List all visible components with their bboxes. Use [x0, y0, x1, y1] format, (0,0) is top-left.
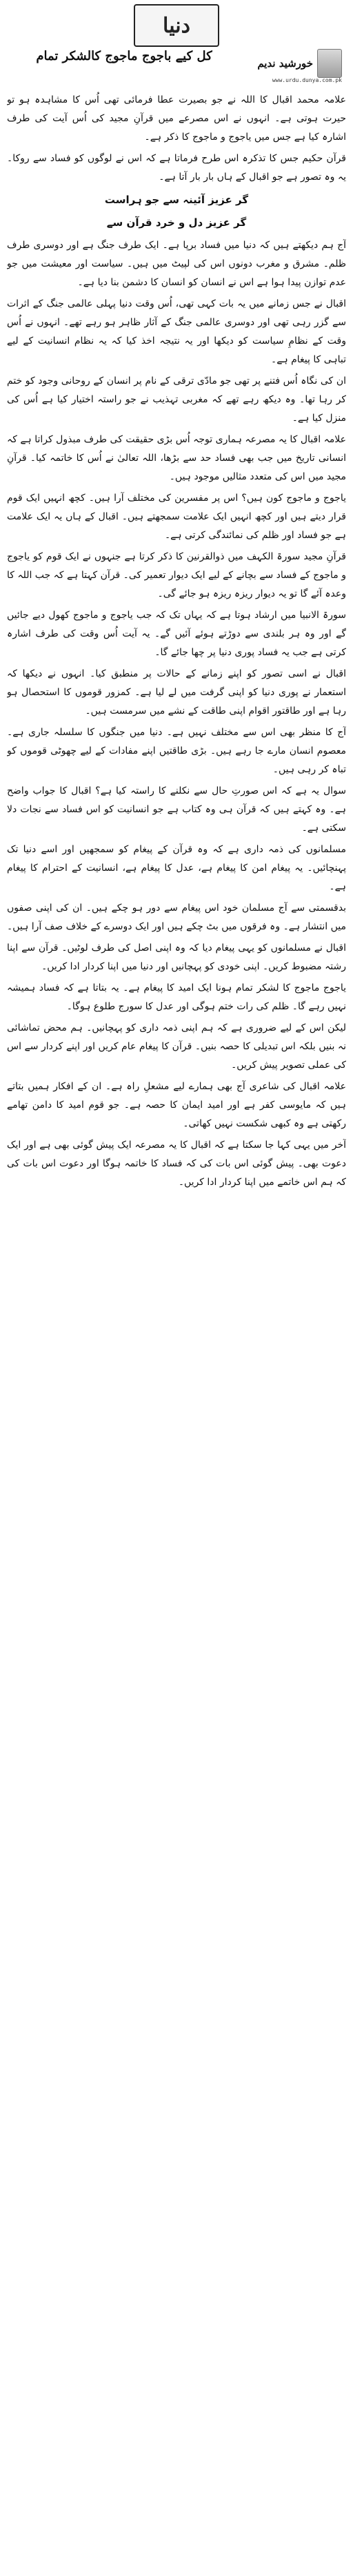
article-paragraph: مسلمانوں کی ذمہ داری ہے کہ وہ قرآن کے پیغام کو سمجھیں اور اسے دنیا تک پہنچائیں۔ یہ پیغام امن کا پیغام ہے، عدل کا پیغام ہے، انسانیت کے احترام کا پیغام ہے۔ — [7, 844, 346, 892]
article-paragraph: لیکن اس کے لیے ضروری ہے کہ ہم اپنی ذمہ داری کو پہچانیں۔ ہم محض تماشائی نہ بنیں بلکہ اس تبدیلی کا حصہ بنیں۔ قرآن کا پیغام عام کریں اور اپنے کردار سے اس کی عملی تصویر پیش کریں۔ — [7, 1022, 346, 1071]
article-paragraph: یاجوج ماجوج کا لشکر تمام ہونا ایک امید کا پیغام ہے۔ یہ بتاتا ہے کہ فساد ہمیشہ نہیں رہے گا۔ ظلم کی رات ختم ہوگی اور عدل کا سورج طلوع ہوگا۔ — [7, 982, 346, 1012]
article-paragraph: علامہ اقبال کا یہ مصرعہ ہماری توجہ اُس بڑی حقیقت کی طرف مبذول کراتا ہے کہ انسانی تاریخ میں جب بھی فساد حد سے بڑھا، اللہ تعالیٰ نے اُس کا خاتمہ کیا۔ قرآنِ مجید میں اس کی متعدد مثالیں موجود ہیں۔ — [7, 434, 346, 482]
article-body — [7, 91, 346, 2571]
masthead — [7, 0, 346, 83]
article-paragraph: قرآنِ مجید سورۃ الکہف میں ذوالقرنین کا ذکر کرتا ہے جنہوں نے ایک قوم کو یاجوج و ماجوج کے فساد سے بچانے کے لیے ایک دیوار تعمیر کی۔ قرآن کہتا ہے کہ جب اللہ کا وعدہ آئے گا تو یہ دیوار ریزہ ریزہ ہو جائے گی۔ — [7, 551, 346, 599]
article-paragraph: سوال یہ ہے کہ اس صورتِ حال سے نکلنے کا راستہ کیا ہے؟ اقبال کا جواب واضح ہے۔ وہ کہتے ہیں کہ قرآن ہی وہ کتاب ہے جو انسانیت کو اس فساد سے نجات دلا سکتی ہے۔ — [7, 785, 346, 834]
newspaper-logo — [134, 4, 219, 47]
author-photo — [317, 49, 342, 78]
article-paragraph: علامہ محمد اقبال کا اللہ نے جو بصیرت عطا فرمائی تھی اُس کا مشاہدہ ہو تو حیرت ہوتی ہے۔ انہوں نے اس مصرعے میں قرآنِ مجید کی اُس آیت کی طرف اشارہ کیا ہے جس میں یاجوج و ماجوج کا ذکر ہے۔ — [7, 94, 346, 143]
article-paragraph: آج کا منظر بھی اس سے مختلف نہیں ہے۔ دنیا میں جنگوں کا سلسلہ جاری ہے۔ معصوم انسان مارے جا رہے ہیں۔ بڑی طاقتیں اپنے مفادات کے لیے چھوٹی قوموں کو تباہ کر رہی ہیں۔ — [7, 727, 346, 775]
author-website: www.urdu.dunya.com.pk — [272, 77, 342, 83]
author-name: خورشید ندیم — [257, 57, 313, 70]
article-paragraph: اقبال نے مسلمانوں کو یہی پیغام دیا کہ وہ اپنی اصل کی طرف لوٹیں۔ قرآن سے اپنا رشتہ مضبوط کریں۔ اپنی خودی کو پہچانیں اور دنیا میں اپنا کردار ادا کریں۔ — [7, 942, 346, 972]
article-paragraph: اقبال نے جس زمانے میں یہ بات کہی تھی، اُس وقت دنیا پہلی عالمی جنگ کے اثرات سے گزر رہی تھی اور دوسری عالمی جنگ کے آثار ظاہر ہو رہے تھے۔ انہوں نے اُس وقت کے نظامِ سیاست کو دیکھا اور یہ نتیجہ اخذ کیا کہ یہ نظام انسانیت کے لیے تباہی کا پیغام ہے۔ — [7, 298, 346, 365]
article-paragraph: آج ہم دیکھتے ہیں کہ دنیا میں فساد برپا ہے۔ ایک طرف جنگ ہے اور دوسری طرف ظلم۔ مشرق و مغرب دونوں اس کی لپیٹ میں ہیں۔ سیاست اور معیشت میں جو عدم توازن پیدا ہوا ہے اس نے انسان کو انسان کا دشمن بنا دیا ہے۔ — [7, 240, 346, 288]
article-paragraph: آخر میں یہی کہا جا سکتا ہے کہ اقبال کا یہ مصرعہ ایک پیش گوئی بھی ہے اور ایک دعوت بھی۔ پیش گوئی اس بات کی کہ فساد کا خاتمہ ہوگا اور دعوت اس بات کی کہ ہم اس خاتمے میں اپنا کردار ادا کریں۔ — [7, 1140, 346, 1188]
article-paragraph: گر عزیز آئینہ سے جو ہراست — [104, 194, 249, 206]
author-block — [239, 48, 342, 79]
article-paragraph: یاجوج و ماجوج کون ہیں؟ اس پر مفسرین کی مختلف آرا ہیں۔ کچھ انہیں ایک قوم قرار دیتے ہیں اور کچھ انہیں ایک علامت سمجھتے ہیں۔ اقبال کے ہاں یہ ایک علامت ہے جو فساد اور ظلم کی نمائندگی کرتی ہے۔ — [7, 493, 346, 541]
article-paragraph: ان کی نگاہ اُس فتنے پر تھی جو مادّی ترقی کے نام پر انسان کے روحانی وجود کو ختم کر رہا تھا۔ وہ دیکھ رہے تھے کہ مغربی تہذیب نے جو راستہ اختیار کیا ہے اُس کی منزل کیا ہے۔ — [7, 375, 346, 424]
article-headline: کل کیے باجوج ماجوج کالشکر تمام — [36, 49, 212, 63]
article-paragraph: بدقسمتی سے آج مسلمان خود اس پیغام سے دور ہو چکے ہیں۔ ان کی اپنی صفوں میں انتشار ہے۔ وہ فرقوں میں بٹ چکے ہیں اور ایک دوسرے کے خلاف صف آرا ہیں۔ — [7, 903, 346, 932]
article-paragraph: قرآن حکیم جس کا تذکرہ اس طرح فرماتا ہے کہ اس نے لوگوں کو فساد سے روکا۔ یہ وہ تصور ہے جو اقبال کے ہاں بار بار آتا ہے۔ — [7, 153, 346, 183]
article-paragraph: سورۃ الانبیا میں ارشاد ہوتا ہے کہ یہاں تک کہ جب یاجوج و ماجوج کھول دیے جائیں گے اور وہ ہر بلندی سے دوڑتے ہوئے آئیں گے۔ یہ آیت اُس وقت کی طرف اشارہ کرتی ہے جب یہ فساد پوری دنیا پر چھا جائے گا۔ — [7, 610, 346, 658]
logo-text: دنیا — [163, 13, 190, 38]
article-paragraph: علامہ اقبال کی شاعری آج بھی ہمارے لیے مشعلِ راہ ہے۔ ان کے افکار ہمیں بتاتے ہیں کہ مایوسی کفر ہے اور امید ایمان کا حصہ ہے۔ جو قوم امید کا دامن تھامے رکھتی ہے وہ کبھی شکست نہیں کھاتی۔ — [7, 1081, 346, 1129]
article-paragraph: گر عزیز دل و خرد قرآن سے — [106, 216, 247, 229]
article-paragraph: اقبال نے اسی تصور کو اپنے زمانے کے حالات پر منطبق کیا۔ انہوں نے دیکھا کہ استعمار نے پوری دنیا کو اپنی گرفت میں لے لیا ہے۔ کمزور قوموں کا استحصال ہو رہا ہے اور طاقتور اقوام اپنی طاقت کے نشے میں سرمست ہیں۔ — [7, 668, 346, 717]
